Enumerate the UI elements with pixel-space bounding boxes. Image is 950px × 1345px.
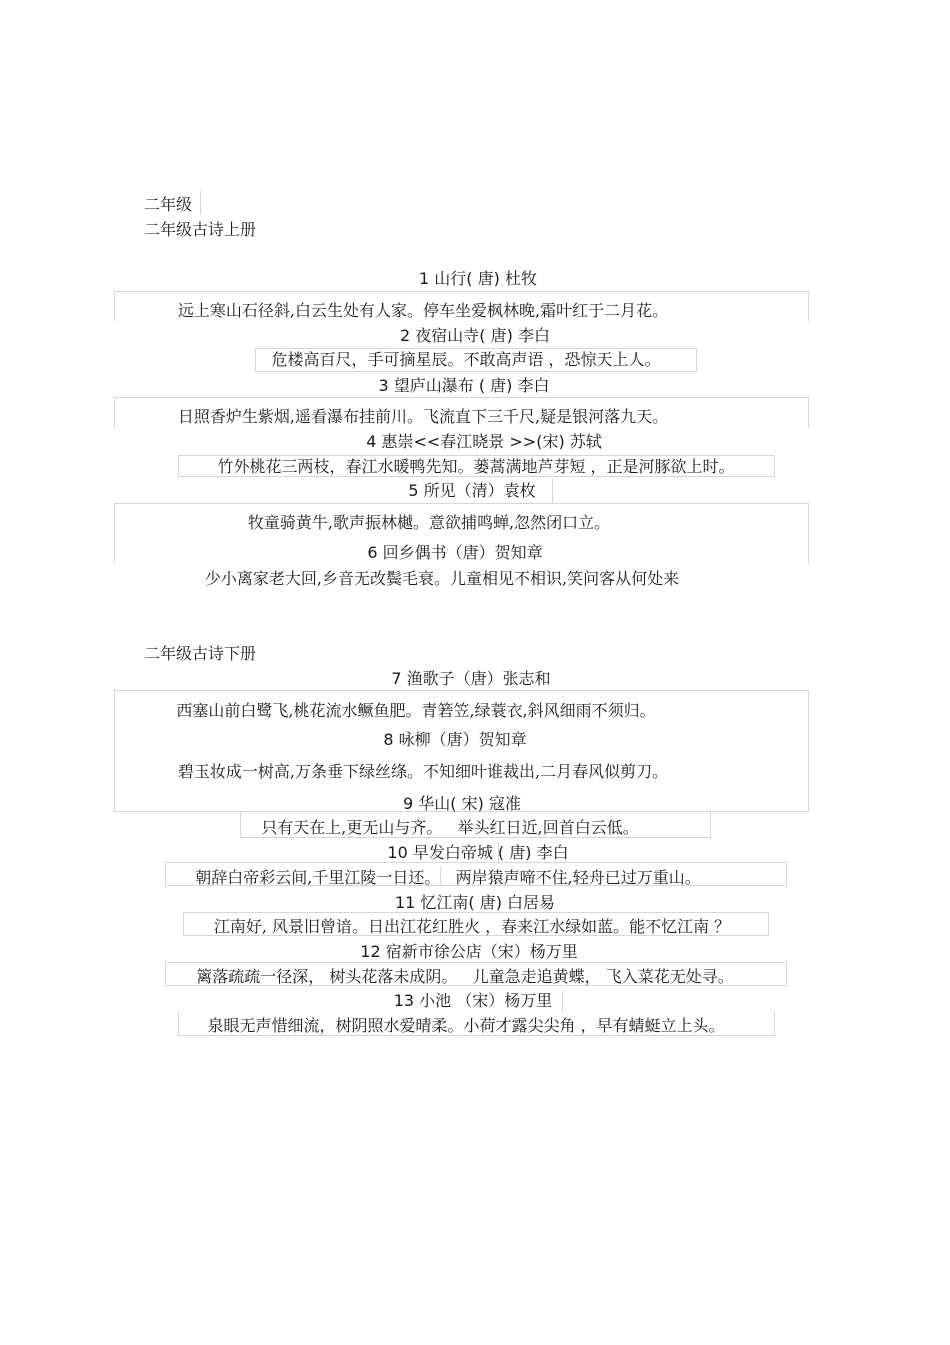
grade-label: 二年级 <box>144 195 193 214</box>
poem-title: 6 回乡偶书（唐）贺知章 <box>367 543 543 562</box>
poem-title: 1 山行( 唐) 杜牧 <box>419 269 537 288</box>
poem-text: 西塞山前白鹭飞,桃花流水鳜鱼肥。青箬笠,绿蓑衣,斜风细雨不须归。 <box>176 701 656 720</box>
poem-text: 篱落疏疏一径深， 树头花落未成阴。 儿童急走追黄蝶， 飞入菜花无处寻。 <box>196 967 734 986</box>
poem-title: 3 望庐山瀑布 ( 唐) 李白 <box>378 376 550 395</box>
poem-text: 碧玉妆成一树高,万条垂下绿丝绦。不知细叶谁裁出,二月春风似剪刀。 <box>177 762 669 781</box>
grade-divider <box>200 191 201 215</box>
poem-title: 4 惠崇<<春江晓景 >>(宋) 苏轼 <box>366 432 602 451</box>
poem-title: 8 咏柳（唐）贺知章 <box>383 730 527 749</box>
frame-poem-13-title-mark <box>562 990 563 1012</box>
poem-text: 朝辞白帝彩云间,千里江陵一日还。 两岸猿声啼不住,轻舟已过万重山。 <box>195 868 701 887</box>
poem-title: 5 所见（清）袁枚 <box>408 481 536 500</box>
poem-text: 牧童骑黄牛,歌声振林樾。意欲捕鸣蝉,忽然闭口立。 <box>247 513 611 532</box>
poem-title: 10 早发白帝城 ( 唐) 李白 <box>387 843 569 862</box>
poem-text: 日照香炉生紫烟,遥看瀑布挂前川。飞流直下三千尺,疑是银河落九天。 <box>177 407 669 426</box>
poem-text: 远上寒山石径斜,白云生处有人家。停车坐爱枫林晚,霜叶红于二月花。 <box>177 301 669 320</box>
poem-text: 泉眼无声惜细流，树阴照水爱晴柔。小荷才露尖尖角 ，早有蜻蜓立上头。 <box>207 1016 725 1035</box>
poem-title: 9 华山( 宋) 寇准 <box>403 794 521 813</box>
volume-1-heading: 二年级古诗上册 <box>144 220 257 239</box>
poem-text: 只有天在上,更无山与齐。 举头红日近,回首白云低。 <box>261 818 639 837</box>
poem-title: 7 渔歌子（唐）张志和 <box>391 669 551 688</box>
volume-2-heading: 二年级古诗下册 <box>144 644 257 663</box>
poem-text: 少小离家老大回,乡音无改鬓毛衰。儿童相见不相识,笑问客从何处来 <box>204 569 680 588</box>
poem-text: 竹外桃花三两枝，春江水暖鸭先知。蒌蒿满地芦芽短 ，正是河豚欲上时。 <box>217 457 735 476</box>
poem-title: 12 宿新市徐公店（宋）杨万里 <box>360 942 578 961</box>
frame-poem-5-title-mark <box>552 479 553 503</box>
poem-title: 2 夜宿山寺( 唐) 李白 <box>400 326 550 345</box>
poem-title: 11 忆江南( 唐) 白居易 <box>394 893 556 912</box>
poem-text: 江南好, 风景旧曾谙。日出江花红胜火 ，春来江水绿如蓝。能不忆江南 ？ <box>213 917 731 936</box>
poem-text: 危楼高百尺，手可摘星辰。不敢高声语 ，恐惊天上人。 <box>271 350 661 369</box>
poem-title: 13 小池 （宋）杨万里 <box>393 991 553 1010</box>
